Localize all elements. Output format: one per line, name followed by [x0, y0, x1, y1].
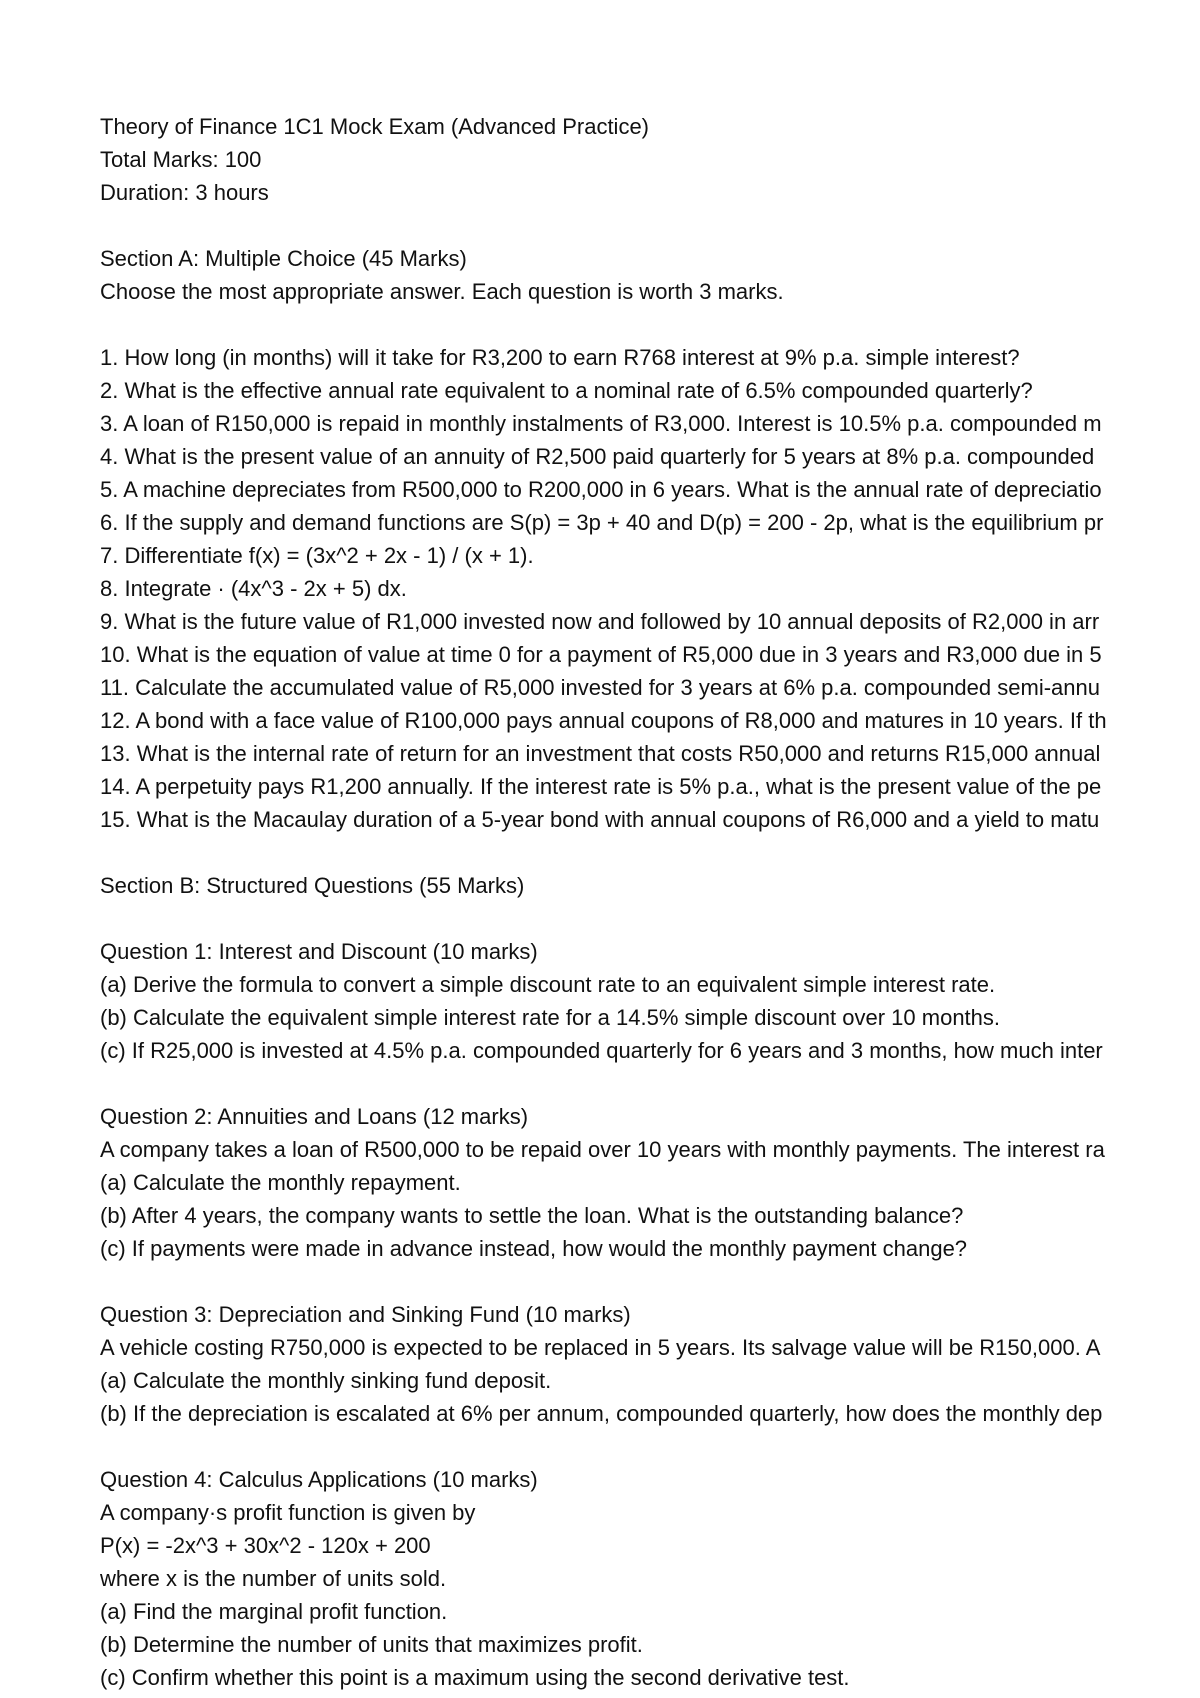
question-2-part-c: (c) If payments were made in advance instead, how would the monthly payment change? [100, 1236, 968, 1261]
spacer [100, 1067, 1200, 1100]
question-1-part-c: (c) If R25,000 is invested at 4.5% p.a. compounded quarterly for 6 years and 3 months, how much inter [100, 1038, 1103, 1063]
exam-title: Theory of Finance 1C1 Mock Exam (Advanced Practice) [100, 114, 650, 139]
question-2-part-a: (a) Calculate the monthly repayment. [100, 1170, 461, 1195]
question-3-heading: Question 3: Depreciation and Sinking Fund (10 marks) [100, 1302, 631, 1327]
question-4-profit-function: P(x) = -2x^3 + 30x^2 - 120x + 200 [100, 1533, 431, 1558]
section-a-instructions: Choose the most appropriate answer. Each question is worth 3 marks. [100, 279, 784, 304]
question-1-part-b: (b) Calculate the equivalent simple interest rate for a 14.5% simple discount over 10 months. [100, 1005, 1001, 1030]
spacer [100, 1430, 1200, 1463]
question-4-part-c: (c) Confirm whether this point is a maximum using the second derivative test. [100, 1665, 850, 1690]
question-4-intro-line: A company·s profit function is given by [100, 1500, 476, 1525]
mc-question-2: 2. What is the effective annual rate equivalent to a nominal rate of 6.5% compounded quarterly? [100, 378, 1033, 403]
question-2-heading: Question 2: Annuities and Loans (12 marks) [100, 1104, 529, 1129]
mc-question-10: 10. What is the equation of value at time 0 for a payment of R5,000 due in 3 years and R3,000 due in 5 [100, 642, 1102, 667]
spacer [100, 902, 1200, 935]
spacer [100, 209, 1200, 242]
question-1-heading: Question 1: Interest and Discount (10 marks) [100, 939, 538, 964]
question-4-intro-line: where x is the number of units sold. [100, 1566, 447, 1591]
mc-question-15: 15. What is the Macaulay duration of a 5-year bond with annual coupons of R6,000 and a yield to matu [100, 807, 1100, 832]
question-2-part-b: (b) After 4 years, the company wants to settle the loan. What is the outstanding balance? [100, 1203, 964, 1228]
document-body [100, 110, 1200, 1694]
mc-question-11: 11. Calculate the accumulated value of R5,000 invested for 3 years at 6% p.a. compounded semi-annu [100, 675, 1100, 700]
mc-question-8: 8. Integrate · (4x^3 - 2x + 5) dx. [100, 576, 407, 601]
question-4-heading: Question 4: Calculus Applications (10 marks) [100, 1467, 538, 1492]
mc-question-7: 7. Differentiate f(x) = (3x^2 + 2x - 1) / (x + 1). [100, 543, 534, 568]
mc-question-9: 9. What is the future value of R1,000 invested now and followed by 10 annual deposits of R2,000 in arr [100, 609, 1100, 634]
mc-question-3: 3. A loan of R150,000 is repaid in monthly instalments of R3,000. Interest is 10.5% p.a. compounded m [100, 411, 1102, 436]
mc-question-6: 6. If the supply and demand functions are S(p) = 3p + 40 and D(p) = 200 - 2p, what is the equilibrium pr [100, 510, 1104, 535]
question-3-part-a: (a) Calculate the monthly sinking fund deposit. [100, 1368, 552, 1393]
question-4-part-a: (a) Find the marginal profit function. [100, 1599, 448, 1624]
question-1-part-a: (a) Derive the formula to convert a simple discount rate to an equivalent simple interest rate. [100, 972, 996, 997]
section-b-heading: Section B: Structured Questions (55 Marks) [100, 873, 525, 898]
section-a-heading: Section A: Multiple Choice (45 Marks) [100, 246, 467, 271]
spacer [100, 836, 1200, 869]
mc-question-12: 12. A bond with a face value of R100,000 pays annual coupons of R8,000 and matures in 10 years. If th [100, 708, 1107, 733]
mc-question-14: 14. A perpetuity pays R1,200 annually. If the interest rate is 5% p.a., what is the present value of the pe [100, 774, 1102, 799]
spacer [100, 308, 1200, 341]
question-2-intro: A company takes a loan of R500,000 to be repaid over 10 years with monthly payments. The interest ra [100, 1137, 1105, 1162]
mc-question-4: 4. What is the present value of an annuity of R2,500 paid quarterly for 5 years at 8% p.a. compounded [100, 444, 1095, 469]
question-4-part-b: (b) Determine the number of units that maximizes profit. [100, 1632, 643, 1657]
mc-question-5: 5. A machine depreciates from R500,000 to R200,000 in 6 years. What is the annual rate of depreciatio [100, 477, 1102, 502]
mc-question-1: 1. How long (in months) will it take for R3,200 to earn R768 interest at 9% p.a. simple interest? [100, 345, 1020, 370]
spacer [100, 1265, 1200, 1298]
duration: Duration: 3 hours [100, 180, 269, 205]
total-marks: Total Marks: 100 [100, 147, 262, 172]
question-3-part-b: (b) If the depreciation is escalated at 6% per annum, compounded quarterly, how does the monthly dep [100, 1401, 1103, 1426]
mc-question-13: 13. What is the internal rate of return for an investment that costs R50,000 and returns R15,000 annual [100, 741, 1101, 766]
question-3-intro: A vehicle costing R750,000 is expected to be replaced in 5 years. Its salvage value will be R150,000. A [100, 1335, 1101, 1360]
